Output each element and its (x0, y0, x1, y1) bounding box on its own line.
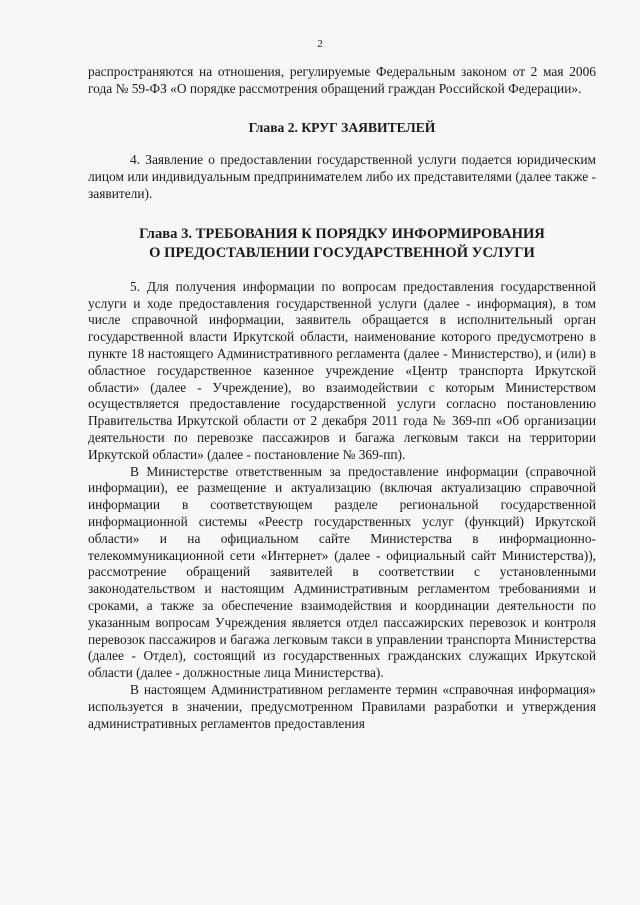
paragraph-ministry-responsibility: В Министерстве ответственным за предоставление информации (справочной информации), ее размещение и актуализацию (включая актуализацию справочной информации в соответствующем разделе региональной государственной информационной системы «Реестр государственных услуг (функций) Иркутской области» и на официальном сайте Министерства в информационно-телекоммуникационной сети «Интернет» (далее - официальный сайт Министерства)), рассмотрение обращений заявителей в соответствии с установленными законодательством и настоящим Административным регламентом требованиями и сроками, а также за обеспечение взаимодействия и координации деятельности по указанным вопросам Учреждения является отдел пассажирских перевозок и контроля перевозок пассажиров и багажа легковым такси в управлении транспорта Министерства (далее - Отдел), состоящий из государственных гражданских служащих Иркутской области (далее - должностные лица Министерства). (88, 463, 596, 681)
chapter-3-heading-line-1: Глава 3. ТРЕБОВАНИЯ К ПОРЯДКУ ИНФОРМИРОВАНИЯ (139, 225, 545, 242)
page-number: 2 (317, 38, 323, 50)
intro-paragraph: распространяются на отношения, регулируемые Федеральным законом от 2 мая 2006 года № 59-ФЗ «О порядке рассмотрения обращений граждан Российской Федерации». (88, 64, 596, 96)
chapter-2-heading: Глава 2. КРУГ ЗАЯВИТЕЛЕЙ (248, 119, 436, 135)
page-content (88, 64, 596, 732)
chapter-3-heading (88, 225, 596, 263)
paragraph-4: 4. Заявление о предоставлении государственной услуги подается юридическим лицом или индивидуальным предпринимателем либо их представителями (далее также - заявители). (88, 152, 596, 201)
paragraph-term-definition: В настоящем Административном регламенте термин «справочная информация» используется в значении, предусмотренном Правилами разработки и утверждения административных регламентов предоставления (88, 681, 596, 731)
chapter-3-heading-line-2: О ПРЕДОСТАВЛЕНИИ ГОСУДАРСТВЕННОЙ УСЛУГИ (149, 244, 535, 261)
paragraph-5: 5. Для получения информации по вопросам предоставления государственной услуги и ходе предоставления государственной услуги (далее - информация), в том числе справочной информации, заявитель обращается в исполнительный орган государственной власти Иркутской области, наименование которого предусмотрено в пункте 18 настоящего Административного регламента (далее - Министерство), и (или) в областное государственное казенное учреждение «Центр транспорта Иркутской области» (далее - Учреждение), во взаимодействии с которым Министерством осуществляется предоставление государственной услуги согласно постановлению Правительства Иркутской области от 2 декабря 2011 года № 369-пп «Об организации деятельности по перевозке пассажиров и багажа легковым такси на территории Иркутской области» (далее - постановление № 369-пп). (88, 278, 596, 462)
